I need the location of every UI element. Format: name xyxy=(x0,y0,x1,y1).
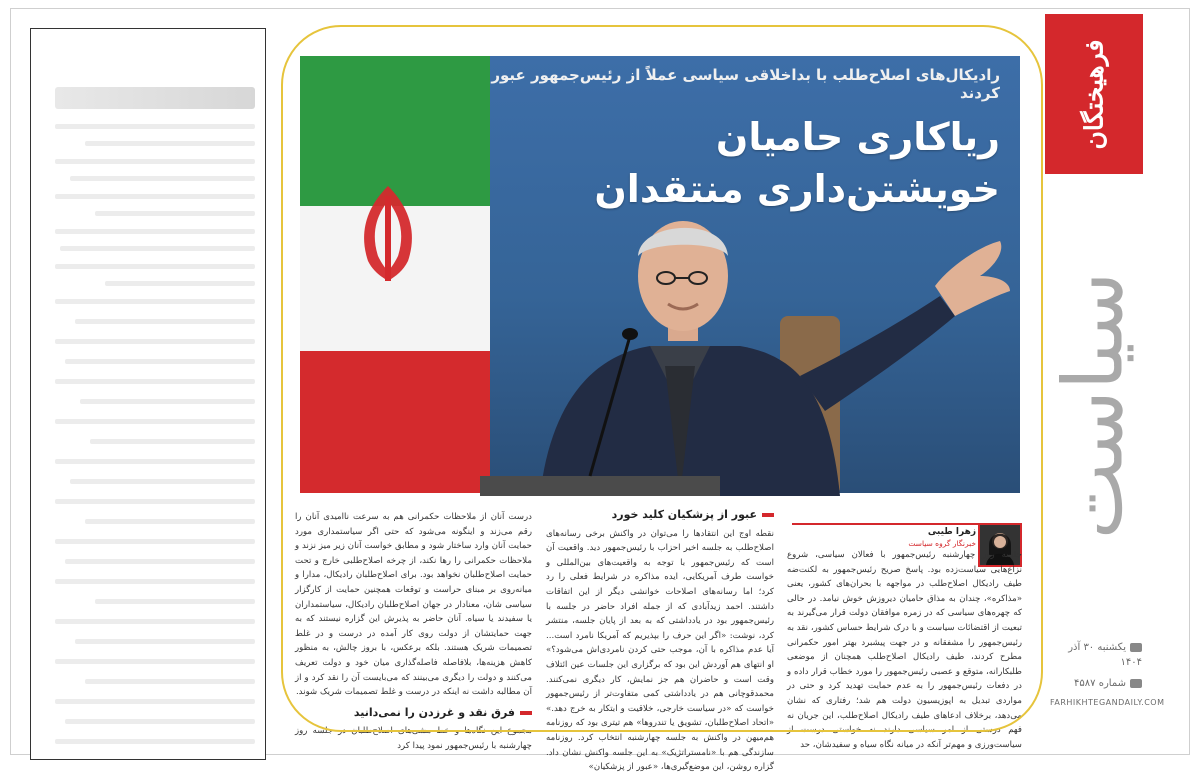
story-title-line2: خویشتن‌داری منتقدان xyxy=(594,166,1000,211)
issue-date: یکشنبه ۳۰ آذر ۱۴۰۴ xyxy=(1068,642,1142,668)
website: FARHIKHTEGANDAILY.COM xyxy=(1050,698,1165,707)
iran-flag-image xyxy=(300,56,490,493)
flag-emblem-icon xyxy=(328,176,448,296)
section-label xyxy=(1044,250,1144,560)
calendar-icon xyxy=(1130,643,1142,652)
brand-logo xyxy=(1045,14,1143,174)
subheading-left: فرق نقد و غرزدن را نمی‌دانید xyxy=(295,706,532,721)
article-column-left xyxy=(295,510,532,758)
article-column-middle xyxy=(546,502,774,773)
story-kicker: رادیکال‌های اصلاح‌طلب با بداخلاقی سیاسی عملاً از رئیس‌جمهور عبور کردند xyxy=(491,66,1000,102)
column-middle-text: نقطه اوج این انتقادها را می‌توان در واکنش برخی رسانه‌های اصلاح‌طلب به جلسه اخیر احزاب با رئیس‌جمهور دید. واقعیت آن است که رئیس‌جمهور با توجه به واقعیت‌های بین‌المللی و خواست طرف آمریکایی، ایده مذاکره در شرایط فعلی را رد کرد؛ اما رسانه‌های اصلاحات خوانشی دیگر از این اتفاقات داشتند. احمد زیدآبادی که از جمله افراد حاضر در جلسه با رئیس‌جمهور بود در یادداشتی که به بعد از پایان جلسه، منتشر کرد، نوشت: «اگر این حرف را بپذیریم که آمریکا نامرد است... آیا عدم مذاکره با آن، موجب حتی کردن نامردی‌اش می‌شود؟» او انتهای هم آوردش این بود که برگزاری این جلسات عین ائتلاف وقت است و حاضران هم جز نمایش، کار دیگری نمی‌کنند. محمدقوچانی هم در یادداشتی کمی متفاوت‌تر از رئیس‌جمهور خواست که «در سیاست خارجی، خلاقیت و ابتکار به خرج دهد.» «اتحاد اصلاح‌طلبان، تشویق یا تندروها» هم تیتری بود که روزنامه هم‌میهن در واکنش به جلسه چهارشنبه انتخاب کرد. روزنامه سازندگی هم با «نامستراتژیک» به این جلسه واکنش نشان داد. گزاره‌ روشن، این موضع‌گیری‌ها، «عبور از پزشکیان» xyxy=(546,528,774,773)
issue-meta xyxy=(1050,640,1165,715)
article-body xyxy=(295,500,1022,773)
lead-photo xyxy=(300,56,1020,493)
issue-number: شماره ۴۵۸۷ xyxy=(1074,678,1126,689)
author-byline xyxy=(792,523,1022,549)
column-right-text: جلسه روز چهارشنبه رئیس‌جمهور با فعالان سیاسی، شروع نزاع‌هایی سیاست‌زده بود. پاسخ صریح رئیس‌جمهور به لکنت‌ضه طیف رادیکال اصلاح‌طلب در مواجهه با بحران‌های کشور، یعنی «مذاکره»، چندان به مذاق حامیان دیروزش خوش نیامد. در حالی که چهره‌های سیاسی که در زمره موافقان دولت قرار می‌گیرند به تبعیت از اقتضائات سیاست و با درک شرایط حساس کشور، نقد به رئیس‌جمهور را مشفقانه و در جهت پیشبرد بهتر امور حکمرانی مطرح کردند، طیف رادیکال اصلاح‌طلب همچنان از موضعی طلبکارانه، متوقع و عصبی رئیس‌جمهور را مورد خطاب قرار داده و در دفعات رئیس‌جمهور را به عدم حمایت تهدید کرد و حتی در مواردی تبدیل به اپوزیسیون دولت هم شد؛ رفتاری که نشان می‌دهد، برخلاف ادعاهای طیف رادیکال اصلاح‌طلب، این جریان نه فهم درستی از امر سیاسی دارند نه خواستی درست از سیاست‌ورزی و مهم‌تر آنکه در میانه نگاه سیاه و سفیدشان، حد xyxy=(787,550,1022,750)
story-title-line1: ریاکاری حامیان xyxy=(715,115,1000,159)
author-role: خبرنگار گروه سیاست xyxy=(908,539,976,548)
number-icon xyxy=(1130,679,1142,688)
story-headline-block xyxy=(480,66,1000,211)
article-column-right xyxy=(787,548,1022,758)
brand-name: فرهیختگان xyxy=(1079,39,1109,149)
faded-adjacent-column xyxy=(30,28,266,760)
faded-headline xyxy=(55,87,255,109)
author-name: زهرا طیبی xyxy=(927,527,976,537)
speaker-figure-image xyxy=(480,206,1020,496)
subheading-middle: عبور از پزشکیان کلید خورد xyxy=(546,508,774,523)
column-left-tail-text: مجموع این نگاه‌ها و خط مشی‌های اصلاح‌طلبان در جلسه روز چهارشنبه با رئیس‌جمهور نمود پیدا کرد xyxy=(295,726,532,751)
section-name: سیاست xyxy=(1046,271,1142,539)
column-left-text: درست آنان از ملاحظات حکمرانی هم به سرعت ناامیدی آنان را رقم می‌زند و اینگونه می‌شود که حتی اگر سیاستمداری مورد حمایت آنان وارد ساختار شود و مطابق خواست آنان زیر میز نزند و ملاحظات حکمرانی را رها نکند، از چرخه اصلاح‌طلبی خارج و تحت حمایت اصلاح‌طلبان نخواهد بود. برای اصلاح‌طلبان رادیکال، مدارا و میانه‌روی بر مبنای حراست و توقعات همچنین حمایت از کارگزار سیاسی شان، معنادار در جهان اصلاح‌طلبان رادیکال، سیاستمداران یا سفیدند یا سیاه. آنان حاضر به پذیرش این گزاره نیستند که به جهت حمایتشان از دولت روی کار آمده در درست و در غلط تصمیمات شریک هستند. بلکه برعکس، با بروز چالش، به منظور کاهش هزینه‌ها، بلافاصله فاصله‌گذاری میان خود و دولت تعریف می‌کنند و دولت را دیگری می‌بینند که می‌بایست آن را نقد کرد و از آن مطالبه داشت نه اینکه در درست و غلط تصمیمات شریک شوند. xyxy=(295,512,532,698)
